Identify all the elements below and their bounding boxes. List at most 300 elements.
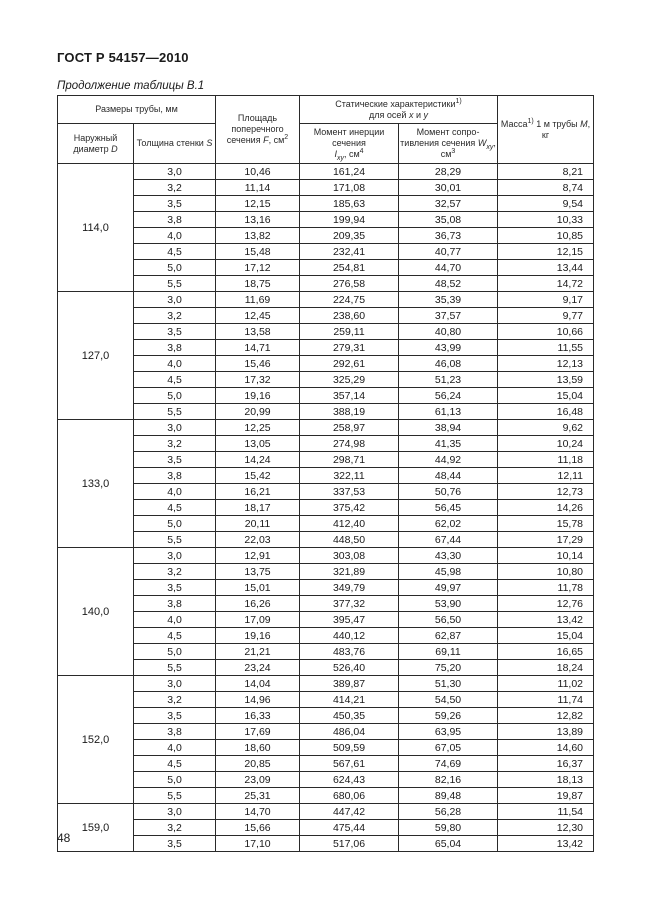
wall-thickness-cell: 3,5 [134, 452, 216, 468]
mass-cell: 16,48 [498, 404, 594, 420]
table-row [58, 612, 594, 628]
area-cell: 14,24 [216, 452, 300, 468]
inertia-cell: 209,35 [300, 228, 399, 244]
table-row [58, 724, 594, 740]
inertia-cell: 486,04 [300, 724, 399, 740]
inertia-cell: 412,40 [300, 516, 399, 532]
moment-cell: 44,70 [399, 260, 498, 276]
mass-cell: 10,66 [498, 324, 594, 340]
inertia-cell: 509,59 [300, 740, 399, 756]
header-inertia-label: Момент инерции сечения [313, 127, 385, 148]
page-number: 48 [57, 831, 71, 845]
inertia-cell: 292,61 [300, 356, 399, 372]
mass-cell: 11,78 [498, 580, 594, 596]
moment-cell: 59,26 [399, 708, 498, 724]
wall-thickness-cell: 4,0 [134, 740, 216, 756]
wall-thickness-cell: 3,5 [134, 324, 216, 340]
area-cell: 19,16 [216, 388, 300, 404]
mass-cell: 10,85 [498, 228, 594, 244]
mass-cell: 11,54 [498, 804, 594, 820]
table-row [58, 628, 594, 644]
area-cell: 14,96 [216, 692, 300, 708]
inertia-cell: 303,08 [300, 548, 399, 564]
wall-thickness-cell: 4,5 [134, 372, 216, 388]
inertia-cell: 171,08 [300, 180, 399, 196]
moment-cell: 48,44 [399, 468, 498, 484]
inertia-cell: 377,32 [300, 596, 399, 612]
wall-thickness-cell: 4,0 [134, 484, 216, 500]
header-mass-unit: , кг [541, 118, 591, 140]
mass-cell: 12,82 [498, 708, 594, 724]
header-mass-footnote: 1) [527, 117, 534, 125]
wall-thickness-cell: 3,5 [134, 836, 216, 852]
header-outer-diameter [58, 124, 134, 164]
moment-cell: 74,69 [399, 756, 498, 772]
header-outer-symbol: D [111, 143, 118, 154]
area-cell: 15,48 [216, 244, 300, 260]
inertia-cell: 325,29 [300, 372, 399, 388]
moment-cell: 51,23 [399, 372, 498, 388]
mass-cell: 13,42 [498, 612, 594, 628]
header-static-axes: для осей [369, 109, 407, 120]
inertia-cell: 276,58 [300, 276, 399, 292]
inertia-cell: 254,81 [300, 260, 399, 276]
table-row [58, 756, 594, 772]
outer-diameter-cell: 140,0 [58, 548, 134, 676]
table-row [58, 772, 594, 788]
mass-cell: 11,74 [498, 692, 594, 708]
inertia-cell: 395,47 [300, 612, 399, 628]
area-cell: 22,03 [216, 532, 300, 548]
area-cell: 20,11 [216, 516, 300, 532]
mass-cell: 15,04 [498, 388, 594, 404]
table-row [58, 212, 594, 228]
header-mass [498, 96, 594, 164]
mass-cell: 14,26 [498, 500, 594, 516]
area-cell: 13,58 [216, 324, 300, 340]
header-moment-sub: xy [486, 143, 494, 151]
outer-diameter-cell: 133,0 [58, 420, 134, 548]
inertia-cell: 298,71 [300, 452, 399, 468]
wall-thickness-cell: 5,5 [134, 660, 216, 676]
wall-thickness-cell: 5,0 [134, 772, 216, 788]
area-cell: 11,69 [216, 292, 300, 308]
moment-cell: 56,50 [399, 612, 498, 628]
header-area-label: Площадь поперечного сечения [226, 113, 284, 145]
moment-cell: 89,48 [399, 788, 498, 804]
inertia-cell: 349,79 [300, 580, 399, 596]
table-row [58, 804, 594, 820]
wall-thickness-cell: 3,5 [134, 580, 216, 596]
outer-diameter-cell: 159,0 [58, 804, 134, 852]
table-row [58, 180, 594, 196]
mass-cell: 12,30 [498, 820, 594, 836]
inertia-cell: 337,53 [300, 484, 399, 500]
moment-cell: 36,73 [399, 228, 498, 244]
moment-cell: 82,16 [399, 772, 498, 788]
inertia-cell: 526,40 [300, 660, 399, 676]
table-row [58, 660, 594, 676]
wall-thickness-cell: 5,0 [134, 388, 216, 404]
table-row [58, 356, 594, 372]
mass-cell: 9,62 [498, 420, 594, 436]
moment-cell: 30,01 [399, 180, 498, 196]
mass-cell: 10,14 [498, 548, 594, 564]
moment-cell: 59,80 [399, 820, 498, 836]
area-cell: 23,09 [216, 772, 300, 788]
area-cell: 17,09 [216, 612, 300, 628]
mass-cell: 8,74 [498, 180, 594, 196]
area-cell: 14,71 [216, 340, 300, 356]
wall-thickness-cell: 4,0 [134, 612, 216, 628]
area-cell: 10,46 [216, 164, 300, 180]
header-static-label: Статические характеристики [335, 98, 456, 109]
table-row [58, 548, 594, 564]
wall-thickness-cell: 3,0 [134, 420, 216, 436]
mass-cell: 18,13 [498, 772, 594, 788]
inertia-cell: 440,12 [300, 628, 399, 644]
mass-cell: 12,15 [498, 244, 594, 260]
header-inertia-unit: , см [343, 149, 360, 159]
wall-thickness-cell: 3,5 [134, 708, 216, 724]
inertia-cell: 375,42 [300, 500, 399, 516]
inertia-cell: 238,60 [300, 308, 399, 324]
moment-cell: 67,05 [399, 740, 498, 756]
mass-cell: 16,65 [498, 644, 594, 660]
moment-cell: 56,45 [399, 500, 498, 516]
moment-cell: 43,99 [399, 340, 498, 356]
table-row [58, 452, 594, 468]
table-row [58, 260, 594, 276]
mass-cell: 13,59 [498, 372, 594, 388]
inertia-cell: 259,11 [300, 324, 399, 340]
wall-thickness-cell: 3,0 [134, 804, 216, 820]
wall-thickness-cell: 3,0 [134, 164, 216, 180]
wall-thickness-cell: 5,5 [134, 532, 216, 548]
table-row [58, 836, 594, 852]
header-static-characteristics [300, 96, 498, 124]
header-static-and: и [415, 109, 421, 120]
inertia-cell: 475,44 [300, 820, 399, 836]
mass-cell: 19,87 [498, 788, 594, 804]
area-cell: 14,04 [216, 676, 300, 692]
table-row [58, 484, 594, 500]
moment-cell: 54,50 [399, 692, 498, 708]
wall-thickness-cell: 3,8 [134, 212, 216, 228]
header-area-unit: , см [268, 135, 285, 145]
table-row [58, 740, 594, 756]
area-cell: 13,82 [216, 228, 300, 244]
header-area-symbol: F [263, 135, 269, 145]
moment-cell: 56,24 [399, 388, 498, 404]
inertia-cell: 624,43 [300, 772, 399, 788]
header-area-exp: 2 [284, 134, 289, 141]
inertia-cell: 447,42 [300, 804, 399, 820]
mass-cell: 9,54 [498, 196, 594, 212]
outer-diameter-cell: 152,0 [58, 676, 134, 804]
moment-cell: 69,11 [399, 644, 498, 660]
table-row [58, 692, 594, 708]
wall-thickness-cell: 5,0 [134, 516, 216, 532]
wall-thickness-cell: 3,8 [134, 468, 216, 484]
header-static-footnote: 1) [455, 97, 462, 105]
moment-cell: 61,13 [399, 404, 498, 420]
moment-cell: 37,57 [399, 308, 498, 324]
header-inertia-sub: xy [336, 154, 344, 162]
moment-cell: 63,95 [399, 724, 498, 740]
area-cell: 20,85 [216, 756, 300, 772]
header-moment-label: Момент сопро-тивления сечения [400, 127, 480, 148]
table-row [58, 436, 594, 452]
mass-cell: 12,11 [498, 468, 594, 484]
area-cell: 12,25 [216, 420, 300, 436]
area-cell: 15,66 [216, 820, 300, 836]
wall-thickness-cell: 5,5 [134, 404, 216, 420]
area-cell: 12,45 [216, 308, 300, 324]
moment-cell: 32,57 [399, 196, 498, 212]
inertia-cell: 483,76 [300, 644, 399, 660]
moment-cell: 53,90 [399, 596, 498, 612]
table-row [58, 340, 594, 356]
header-inertia-symbol: I [334, 149, 337, 159]
inertia-cell: 414,21 [300, 692, 399, 708]
area-cell: 17,69 [216, 724, 300, 740]
inertia-cell: 232,41 [300, 244, 399, 260]
area-cell: 12,15 [216, 196, 300, 212]
wall-thickness-cell: 4,0 [134, 228, 216, 244]
area-cell: 21,21 [216, 644, 300, 660]
wall-thickness-cell: 3,0 [134, 292, 216, 308]
area-cell: 13,75 [216, 564, 300, 580]
table-row [58, 676, 594, 692]
area-cell: 11,14 [216, 180, 300, 196]
mass-cell: 16,37 [498, 756, 594, 772]
table-row [58, 532, 594, 548]
area-cell: 13,16 [216, 212, 300, 228]
wall-thickness-cell: 3,2 [134, 436, 216, 452]
mass-cell: 17,29 [498, 532, 594, 548]
header-mass-rest: 1 м трубы [536, 118, 578, 129]
mass-cell: 10,80 [498, 564, 594, 580]
moment-cell: 51,30 [399, 676, 498, 692]
area-cell: 23,24 [216, 660, 300, 676]
moment-cell: 50,76 [399, 484, 498, 500]
wall-thickness-cell: 3,0 [134, 676, 216, 692]
mass-cell: 11,02 [498, 676, 594, 692]
header-wall-symbol: S [206, 138, 213, 148]
moment-cell: 49,97 [399, 580, 498, 596]
moment-cell: 75,20 [399, 660, 498, 676]
wall-thickness-cell: 3,2 [134, 564, 216, 580]
table-row [58, 164, 594, 180]
area-cell: 17,12 [216, 260, 300, 276]
moment-cell: 56,28 [399, 804, 498, 820]
mass-cell: 15,78 [498, 516, 594, 532]
wall-thickness-cell: 4,5 [134, 756, 216, 772]
wall-thickness-cell: 3,2 [134, 692, 216, 708]
area-cell: 25,31 [216, 788, 300, 804]
area-cell: 16,33 [216, 708, 300, 724]
table-row [58, 516, 594, 532]
table-row [58, 468, 594, 484]
inertia-cell: 321,89 [300, 564, 399, 580]
area-cell: 12,91 [216, 548, 300, 564]
area-cell: 19,16 [216, 628, 300, 644]
area-cell: 17,32 [216, 372, 300, 388]
area-cell: 18,75 [216, 276, 300, 292]
area-cell: 16,26 [216, 596, 300, 612]
inertia-cell: 224,75 [300, 292, 399, 308]
mass-cell: 13,44 [498, 260, 594, 276]
mass-cell: 10,24 [498, 436, 594, 452]
table-row [58, 420, 594, 436]
header-moment-unit: , см [440, 138, 496, 159]
inertia-cell: 274,98 [300, 436, 399, 452]
wall-thickness-cell: 4,5 [134, 628, 216, 644]
table-row [58, 324, 594, 340]
area-cell: 20,99 [216, 404, 300, 420]
inertia-cell: 389,87 [300, 676, 399, 692]
moment-cell: 40,77 [399, 244, 498, 260]
moment-cell: 28,29 [399, 164, 498, 180]
wall-thickness-cell: 4,0 [134, 356, 216, 372]
table-row [58, 820, 594, 836]
inertia-cell: 322,11 [300, 468, 399, 484]
table-row [58, 244, 594, 260]
table-row [58, 500, 594, 516]
wall-thickness-cell: 3,8 [134, 340, 216, 356]
mass-cell: 14,60 [498, 740, 594, 756]
header-area [216, 96, 300, 164]
area-cell: 18,60 [216, 740, 300, 756]
wall-thickness-cell: 4,5 [134, 244, 216, 260]
inertia-cell: 450,35 [300, 708, 399, 724]
area-cell: 15,46 [216, 356, 300, 372]
table-row [58, 372, 594, 388]
inertia-cell: 567,61 [300, 756, 399, 772]
inertia-cell: 517,06 [300, 836, 399, 852]
moment-cell: 38,94 [399, 420, 498, 436]
mass-cell: 13,42 [498, 836, 594, 852]
wall-thickness-cell: 5,5 [134, 788, 216, 804]
moment-cell: 67,44 [399, 532, 498, 548]
moment-cell: 35,08 [399, 212, 498, 228]
wall-thickness-cell: 3,5 [134, 196, 216, 212]
table-row [58, 388, 594, 404]
header-mass-symbol: M [580, 118, 588, 129]
mass-cell: 12,13 [498, 356, 594, 372]
header-static-y: y [423, 109, 428, 120]
header-outer-label: Наружный диаметр [73, 132, 118, 154]
moment-cell: 46,08 [399, 356, 498, 372]
outer-diameter-cell: 127,0 [58, 292, 134, 420]
table-row [58, 708, 594, 724]
header-wall-label: Толщина стенки [136, 138, 204, 148]
table-row [58, 308, 594, 324]
table-row [58, 580, 594, 596]
wall-thickness-cell: 3,2 [134, 180, 216, 196]
document-title: ГОСТ Р 54157—2010 [57, 50, 189, 65]
mass-cell: 11,18 [498, 452, 594, 468]
inertia-cell: 388,19 [300, 404, 399, 420]
table-row [58, 596, 594, 612]
inertia-cell: 258,97 [300, 420, 399, 436]
header-pipe-sizes: Размеры трубы, мм [58, 96, 216, 124]
header-moment-exp: 3 [451, 148, 456, 155]
table-caption: Продолжение таблицы В.1 [57, 80, 205, 92]
mass-cell: 13,89 [498, 724, 594, 740]
header-inertia-exp: 4 [359, 148, 364, 155]
mass-cell: 11,55 [498, 340, 594, 356]
pipe-properties-table [57, 95, 594, 852]
wall-thickness-cell: 5,0 [134, 644, 216, 660]
mass-cell: 12,76 [498, 596, 594, 612]
outer-diameter-cell: 114,0 [58, 164, 134, 292]
inertia-cell: 279,31 [300, 340, 399, 356]
mass-cell: 8,21 [498, 164, 594, 180]
header-wall-thickness [134, 124, 216, 164]
wall-thickness-cell: 5,5 [134, 276, 216, 292]
header-mass-label: Масса [500, 118, 528, 129]
mass-cell: 9,17 [498, 292, 594, 308]
inertia-cell: 357,14 [300, 388, 399, 404]
inertia-cell: 185,63 [300, 196, 399, 212]
table-row [58, 644, 594, 660]
mass-cell: 14,72 [498, 276, 594, 292]
table-row [58, 564, 594, 580]
mass-cell: 12,73 [498, 484, 594, 500]
area-cell: 13,05 [216, 436, 300, 452]
header-moment-symbol: W [477, 138, 487, 148]
table-row [58, 196, 594, 212]
moment-cell: 48,52 [399, 276, 498, 292]
mass-cell: 9,77 [498, 308, 594, 324]
area-cell: 16,21 [216, 484, 300, 500]
mass-cell: 18,24 [498, 660, 594, 676]
table-row [58, 276, 594, 292]
moment-cell: 41,35 [399, 436, 498, 452]
wall-thickness-cell: 3,2 [134, 308, 216, 324]
inertia-cell: 199,94 [300, 212, 399, 228]
table-row [58, 292, 594, 308]
moment-cell: 65,04 [399, 836, 498, 852]
moment-cell: 62,87 [399, 628, 498, 644]
inertia-cell: 680,06 [300, 788, 399, 804]
moment-cell: 43,30 [399, 548, 498, 564]
moment-cell: 35,39 [399, 292, 498, 308]
moment-cell: 44,92 [399, 452, 498, 468]
wall-thickness-cell: 3,8 [134, 596, 216, 612]
mass-cell: 15,04 [498, 628, 594, 644]
header-moment [399, 124, 498, 164]
wall-thickness-cell: 4,5 [134, 500, 216, 516]
wall-thickness-cell: 3,2 [134, 820, 216, 836]
wall-thickness-cell: 3,8 [134, 724, 216, 740]
area-cell: 18,17 [216, 500, 300, 516]
area-cell: 17,10 [216, 836, 300, 852]
area-cell: 15,42 [216, 468, 300, 484]
inertia-cell: 161,24 [300, 164, 399, 180]
inertia-cell: 448,50 [300, 532, 399, 548]
table-row [58, 228, 594, 244]
moment-cell: 45,98 [399, 564, 498, 580]
table-row [58, 788, 594, 804]
wall-thickness-cell: 5,0 [134, 260, 216, 276]
moment-cell: 62,02 [399, 516, 498, 532]
wall-thickness-cell: 3,0 [134, 548, 216, 564]
area-cell: 15,01 [216, 580, 300, 596]
table-body [58, 164, 594, 852]
